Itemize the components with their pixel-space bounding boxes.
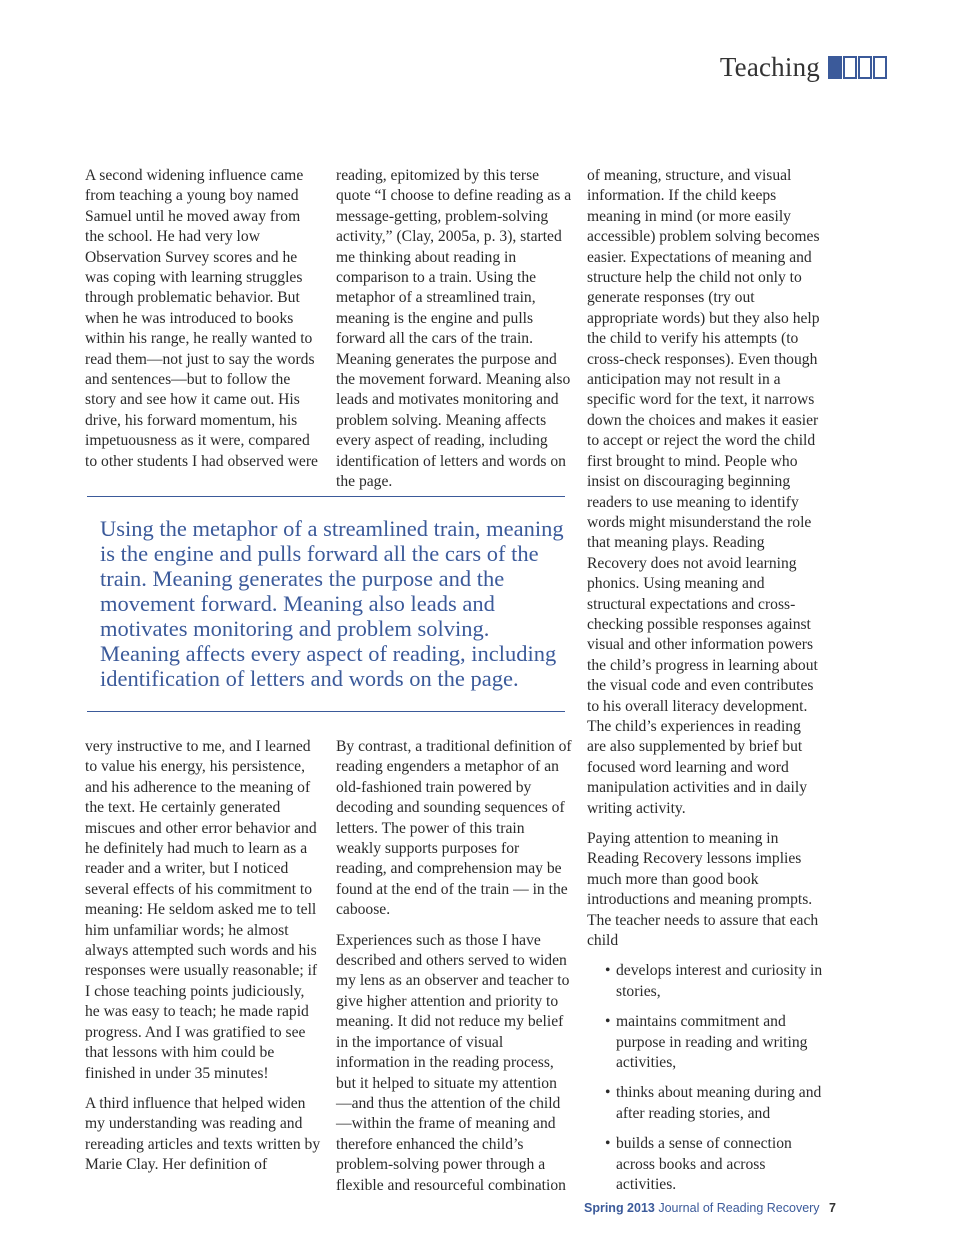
list-item: • thinks about meaning during and after reading stories, and: [587, 1083, 823, 1124]
paragraph: reading, epitomized by this terse quote “I choose to define reading as a message-getting, problem-solving activity,” (Clay, 2005a, p. 3), started me thinking about reading in comparison to a train. Using the metaphor of a streamlined train, meaning is the engine and pulls forward all the cars of the train. Meaning generates the purpose and the movement forward. Meaning also leads and motivates monitoring and problem solving. Meaning affects every aspect of reading, including identification of letters and words on the page.: [336, 167, 572, 491]
column-right: [587, 166, 823, 1196]
pullquote-bottom-rule: [87, 711, 565, 712]
list-item: • maintains commitment and purpose in reading and writing activities,: [587, 1012, 823, 1073]
column-middle-top: [336, 166, 572, 493]
section-marker-boxes-icon: [828, 56, 887, 79]
paragraph: of meaning, structure, and visual information. If the child keeps meaning in mind (or more easily accessible) problem solving becomes easier. Expectations of meaning and structure help the child not only to generate responses (try out appropriate words) but they also help the child to verify his attempts (to cross-check responses). Even though anticipation may not result in a specific word for the text, it narrows down the choices and makes it easier to accept or reject the word the child first brought to mind. People who insist on discouraging beginning readers to use meaning to identify words might misunderstand the role that meaning plays. Reading Recovery does not avoid learning phonics. Using meaning and structural expectations and cross-checking possible responses against visual and other information powers the child’s progress in learning about the visual code and even contributes to his overall literacy development. The child’s experiences in reading are also supplemented by brief but focused word learning and word manipulation activities and in daily writing activity.: [587, 167, 820, 817]
paragraph: A second widening influence came from teaching a young boy named Samuel until he moved away from the school. He had very low Observation Survey scores and he was coping with learning struggles through problematic behavior. But when he was introduced to books within his range, he really wanted to read them—not just to say the words and sentences—but to follow the story and see how it came out. His drive, his forward momentum, his impetuousness as it were, compared to other students I had observed were: [85, 167, 318, 470]
page-footer: [584, 1201, 836, 1215]
column-left-bottom: [85, 737, 321, 1176]
list-item: • builds a sense of connection across books and across activities.: [587, 1134, 823, 1195]
section-title: Teaching: [719, 52, 820, 82]
paragraph: By contrast, a traditional definition of reading engenders a metaphor of an old-fashioned train powered by decoding and sounding sequences of letters. The power of this train weakly supports purposes for reading, and comprehension may be found at the end of the train — in the caboose.: [336, 738, 572, 919]
paragraph: Experiences such as those I have described and others served to widen my lens as an observer and teacher to give higher attention and priority to meaning. It did not reduce my belief in the importance of visual information in the reading process, but it helped to situate my attention—and thus the attention of the child—within the frame of meaning and therefore enhanced the child’s problem-solving power through a flexible and resourceful combination: [336, 931, 570, 1194]
bullet-list: [587, 961, 823, 1195]
page-number: 7: [829, 1201, 836, 1215]
paragraph: Paying attention to meaning in Reading Recovery lessons implies much more than good book introductions and meaning prompts. The teacher needs to assure that each child: [587, 830, 819, 950]
pullquote: Using the metaphor of a streamlined train, meaning is the engine and pulls forward all the cars of the train. Meaning generates the purpose and the movement forward. Meaning also leads and motivates monitoring and problem solving. Meaning affects every aspect of reading, including identification of letters and words on the page.: [100, 516, 564, 691]
column-middle-bottom: [336, 737, 572, 1196]
paragraph: very instructive to me, and I learned to value his energy, his persistence, and his adherence to the meaning of the text. He certainly generated miscues and other error behavior and he definitely had much to learn as a reader and a writer, but I noticed several effects of his commitment to meaning: He seldom asked me to tell him unfamiliar words; he almost always attempted such words and his responses were usually reasonable; if I chose teaching points judiciously, he was easy to teach; he made rapid progress. And I was gratified to see that lessons with him could be finished in under 35 minutes!: [85, 738, 318, 1082]
column-left-top: [85, 166, 321, 472]
pullquote-top-rule: [87, 496, 565, 497]
footer-journal: Journal of Reading Recovery: [658, 1201, 820, 1215]
list-item: • develops interest and curiosity in stories,: [587, 961, 823, 1002]
paragraph: A third influence that helped widen my understanding was reading and rereading articles and texts written by Marie Clay. Her definition of: [85, 1094, 321, 1174]
footer-season: Spring 2013: [584, 1201, 655, 1215]
